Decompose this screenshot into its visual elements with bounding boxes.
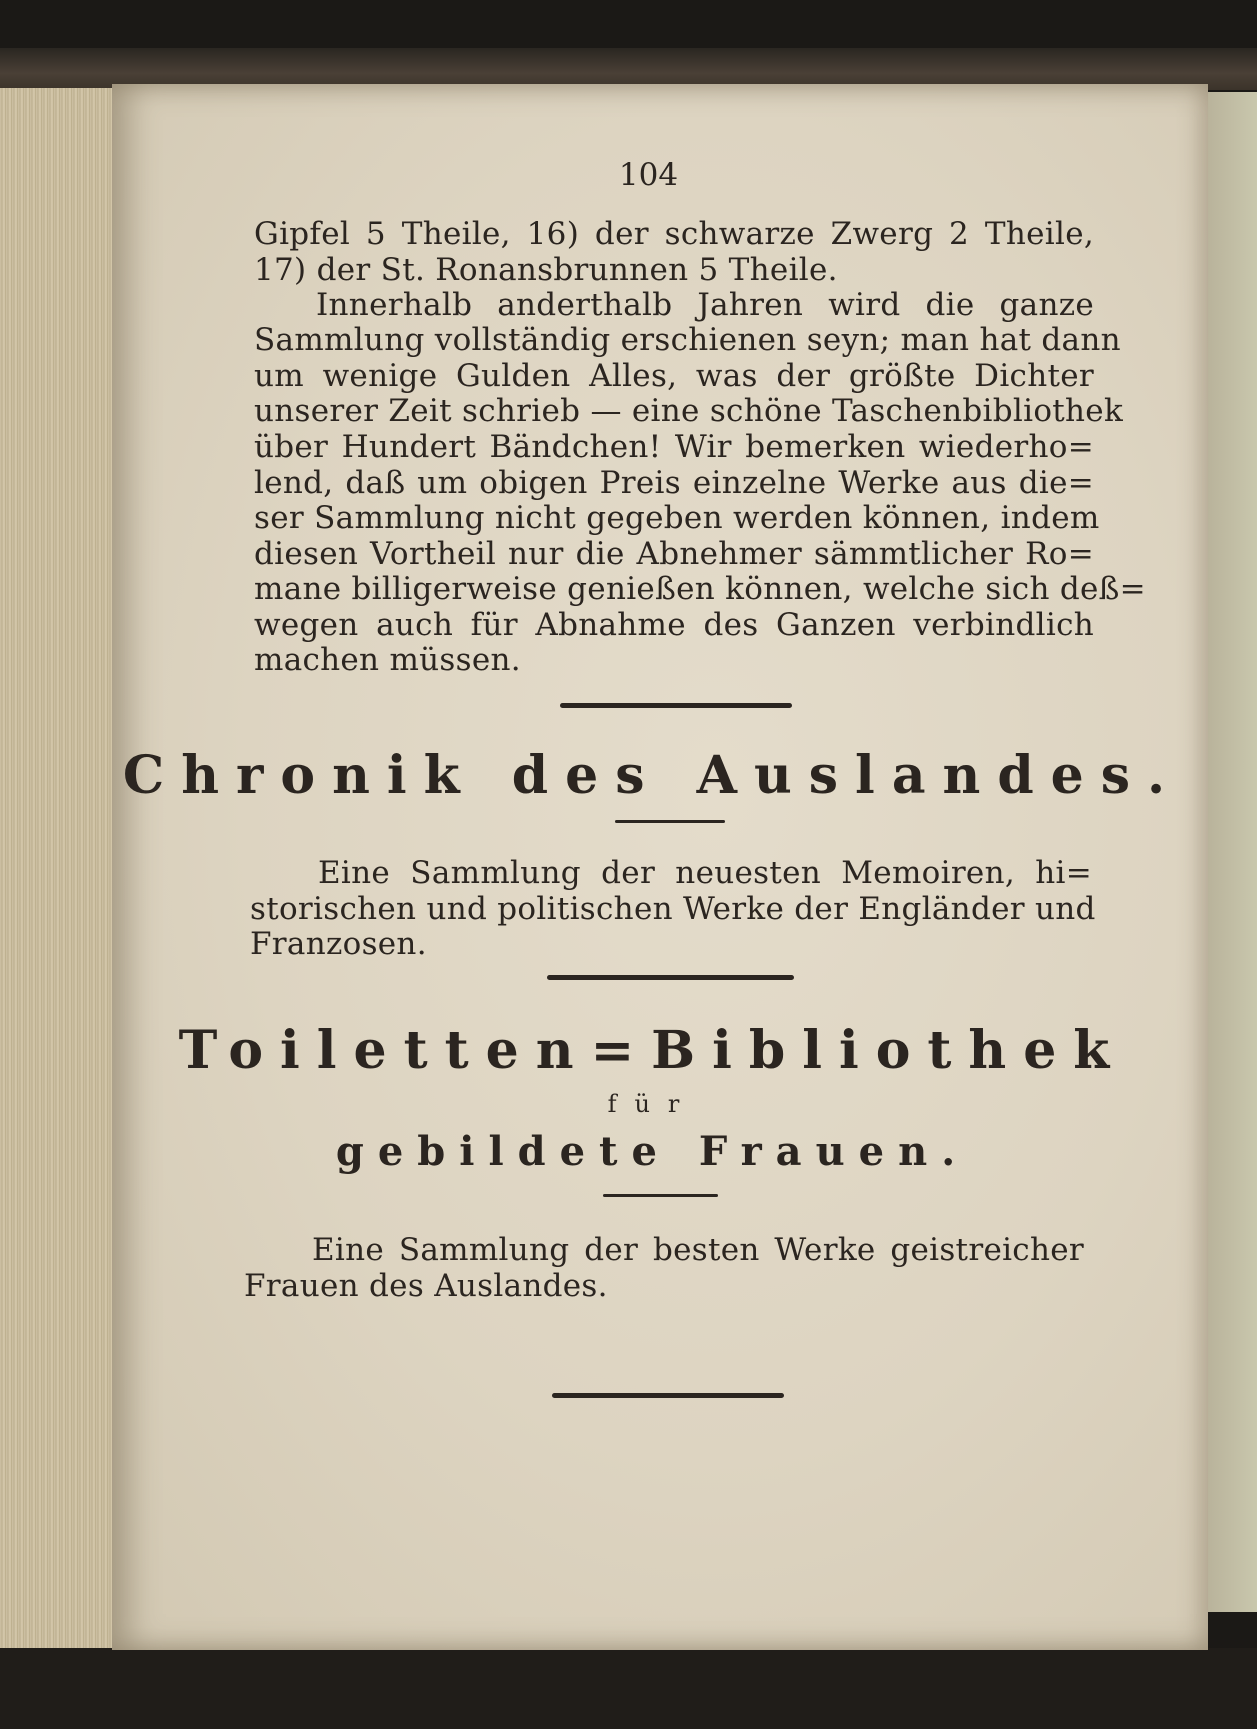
text-line: storischen und politischen Werke der Engländer und xyxy=(250,891,1096,927)
title-underline xyxy=(603,1194,718,1197)
section-divider xyxy=(560,703,792,708)
text-line: machen müssen. xyxy=(254,642,521,678)
text-line: über Hundert Bändchen! Wir bemerken wiederho= xyxy=(254,429,1094,465)
text-line: Sammlung vollständig erschienen seyn; man hat dann xyxy=(254,322,1121,358)
end-divider xyxy=(552,1393,784,1398)
book-bottom-edge xyxy=(0,1648,1257,1729)
text-line: wegen auch für Abnahme des Ganzen verbindlich xyxy=(254,607,1094,643)
section-divider xyxy=(547,975,794,980)
page-stack-edges xyxy=(0,88,120,1648)
text-line: mane billigerweise genießen können, welche sich deß= xyxy=(254,571,1146,607)
text-line: Gipfel 5 Theile, 16) der schwarze Zwerg 2 Theile, xyxy=(254,216,1094,252)
text-line: diesen Vortheil nur die Abnehmer sämmtlicher Ro= xyxy=(254,536,1094,572)
section-title-for: für xyxy=(607,1090,698,1118)
text-line: Eine Sammlung der neuesten Memoiren, hi= xyxy=(318,855,1092,891)
text-line: 17) der St. Ronansbrunnen 5 Theile. xyxy=(254,252,838,288)
title-underline xyxy=(615,820,725,823)
text-line: Eine Sammlung der besten Werke geistreicher xyxy=(312,1232,1084,1268)
text-line: um wenige Gulden Alles, was der größte Dichter xyxy=(254,358,1094,394)
section-title-toiletten: Toiletten=Bibliothek xyxy=(178,1020,1127,1081)
text-line: ser Sammlung nicht gegeben werden können, indem xyxy=(254,500,1100,536)
text-line: lend, daß um obigen Preis einzelne Werke aus die= xyxy=(254,465,1094,501)
text-line: Innerhalb anderthalb Jahren wird die ganze xyxy=(316,287,1094,323)
section-title-chronik: Chronik des Auslandes. xyxy=(122,745,1183,806)
text-line: Frauen des Auslandes. xyxy=(244,1268,608,1304)
text-line: unserer Zeit schrieb — eine schöne Taschenbibliothek xyxy=(254,393,1124,429)
facing-page-edge xyxy=(1208,92,1257,1612)
text-line: Franzosen. xyxy=(250,926,427,962)
section-subtitle: gebildete Frauen. xyxy=(335,1128,970,1175)
page-number: 104 xyxy=(618,157,679,193)
